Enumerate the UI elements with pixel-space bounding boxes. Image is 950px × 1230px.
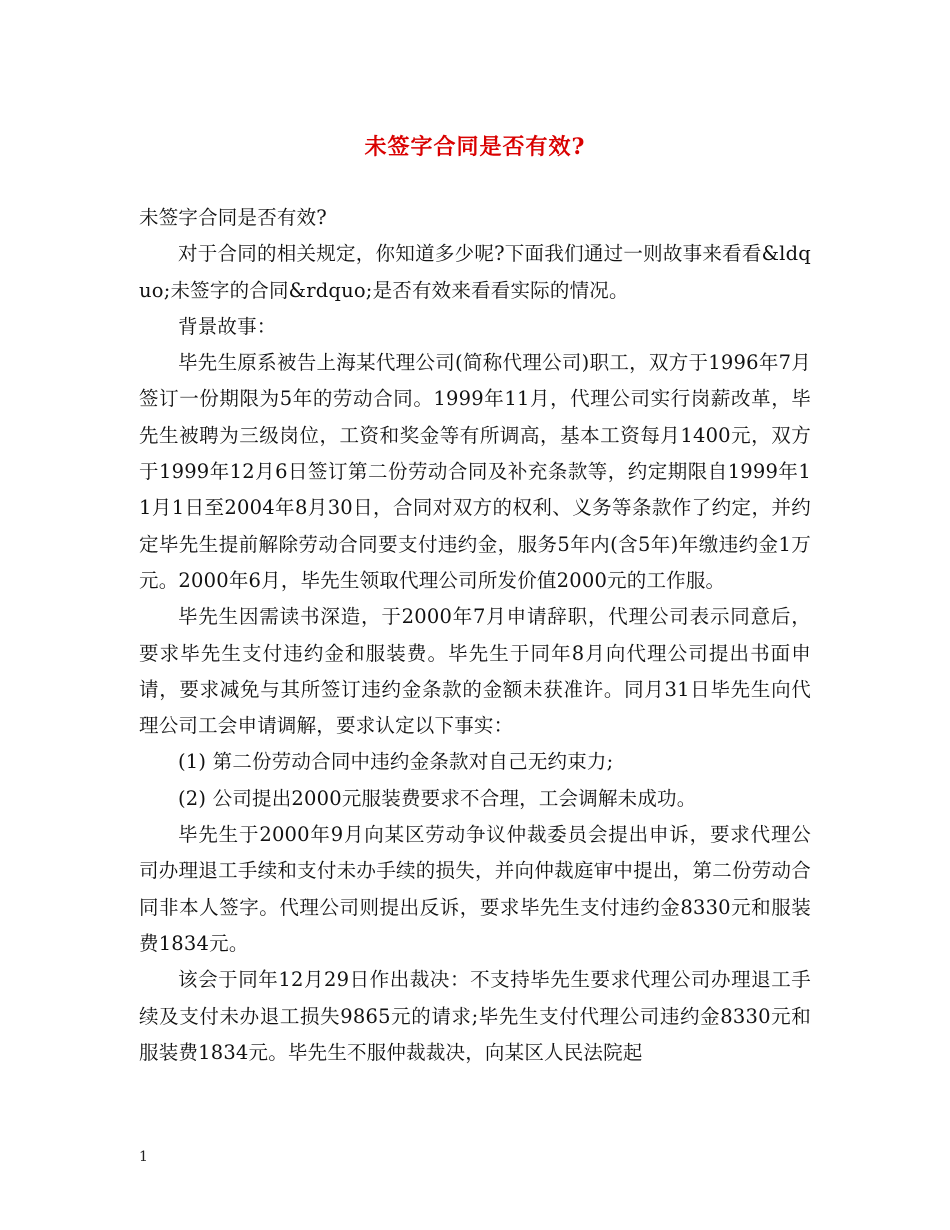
body-paragraph: 毕先生因需读书深造，于2000年7月申请辞职，代理公司表示同意后，要求毕先生支付违约金和服装费。毕先生于同年8月向代理公司提出书面申请，要求减免与其所签订违约金条款的金额未获准许。同月31日毕先生向代理公司工会申请调解，要求认定以下事实： [139,605,811,738]
body-paragraph: 该会于同年12月29日作出裁决：不支持毕先生要求代理公司办理退工手续及支付未办退工损失9865元的请求;毕先生支付代理公司违约金8330元和服装费1834元。毕先生不服仲裁裁决，向某区人民法院起 [139,968,811,1064]
list-item: (2) 公司提出2000元服装费要求不合理，工会调解未成功。 [178,786,697,810]
body-paragraph: 未签字合同是否有效? [139,206,327,229]
body-paragraph: 背景故事： [178,314,277,338]
body-paragraph: 毕先生于2000年9月向某区劳动争议仲裁委员会提出申诉，要求代理公司办理退工手续和支付未办手续的损失，并向仲裁庭审中提出，第二份劳动合同非本人签字。代理公司则提出反诉，要求毕先生支付违约金8330元和服装费1834元。 [139,823,811,955]
page-number: 1 [139,1149,148,1165]
document-body [139,200,811,1071]
list-item: (1) 第二份劳动合同中违约金条款对自己无约束力; [178,750,614,774]
document-title: 未签字合同是否有效? [364,134,586,160]
body-paragraph: 毕先生原系被告上海某代理公司(简称代理公司)职工，双方于1996年7月签订一份期限为5年的劳动合同。1999年11月，代理公司实行岗薪改革，毕先生被聘为三级岗位，工资和奖金等有所调高，基本工资每月1400元，双方于1999年12月6日签订第二份劳动合同及补充条款等，约定期限自1999年11月1日至2004年8月30日，合同对双方的权利、义务等条款作了约定，并约定毕先生提前解除劳动合同要支付违约金，服务5年内(含5年)年缴违约金1万元。2000年6月，毕先生领取代理公司所发价值2000元的工作服。 [139,351,811,592]
body-paragraph: 对于合同的相关规定，你知道多少呢?下面我们通过一则故事来看看&ldquo;未签字的合同&rdquo;是否有效来看看实际的情况。 [139,242,811,302]
